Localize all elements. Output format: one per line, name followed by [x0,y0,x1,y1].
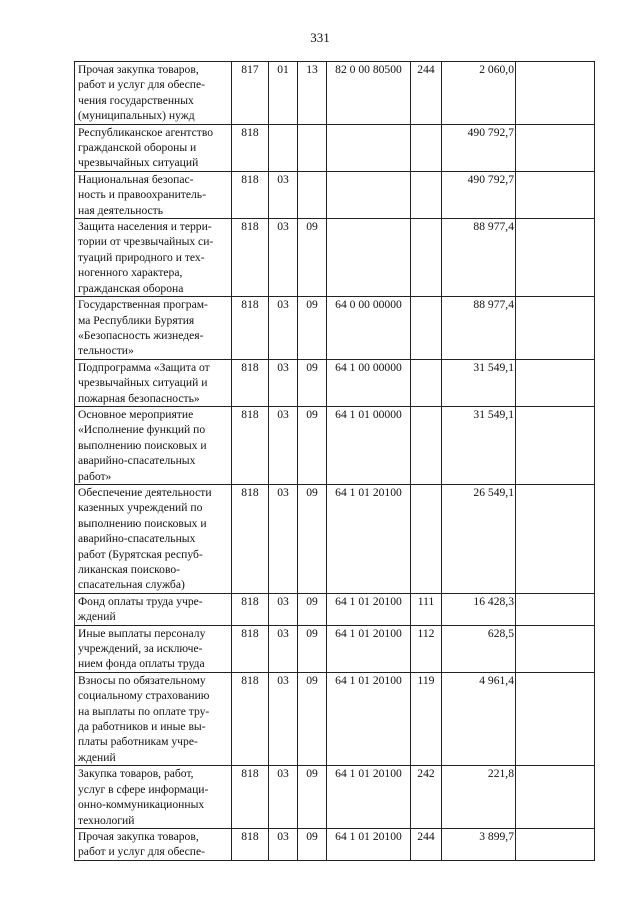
amount-cell: 16 428,3 [442,593,516,625]
item-name-cell [75,124,232,171]
item-name-line: выполнению поисковых и [78,438,207,452]
item-name-cell [75,359,232,406]
item-name-line: онно-коммуникационных [78,798,205,812]
section-code-cell: 03 [269,625,298,672]
item-name-line: платы работникам учре- [78,735,198,749]
expense-type-cell: 242 [411,766,442,829]
target-article-cell [327,219,411,297]
item-name-line: Закупка товаров, работ, [78,767,194,781]
item-name-line: Государственная програм- [78,298,208,312]
table-row [75,124,595,171]
expense-type-cell [411,219,442,297]
target-article-cell [327,124,411,171]
item-name-line: Республиканское агентство [78,125,214,139]
target-article-cell [327,171,411,218]
extra-cell [516,124,595,171]
expense-type-cell: 244 [411,62,442,125]
ministry-code-cell: 818 [232,359,269,406]
ministry-code-cell: 818 [232,672,269,765]
subsection-code-cell: 09 [298,219,327,297]
amount-cell: 88 977,4 [442,297,516,360]
amount-cell: 88 977,4 [442,219,516,297]
amount-cell: 31 549,1 [442,359,516,406]
ministry-code-cell: 818 [232,484,269,593]
item-name-line: аварийно-спасательных [78,532,196,546]
item-name-line: ждений [78,610,116,624]
item-name-cell [75,62,232,125]
item-name-line: пожарная безопасность» [78,391,200,405]
subsection-code-cell: 09 [298,766,327,829]
item-name-line: Защита населения и терри- [78,220,212,234]
subsection-code-cell: 09 [298,828,327,860]
extra-cell [516,828,595,860]
section-code-cell [269,124,298,171]
amount-cell: 628,5 [442,625,516,672]
item-name-line: Прочая закупка товаров, [78,829,199,843]
item-name-line: Обеспечение деятельности [78,485,212,499]
item-name-line: Национальная безопас- [78,172,194,186]
expense-type-cell [411,171,442,218]
expense-type-cell [411,484,442,593]
subsection-code-cell [298,124,327,171]
extra-cell [516,766,595,829]
table-body [75,62,595,861]
ministry-code-cell: 817 [232,62,269,125]
subsection-code-cell: 09 [298,593,327,625]
budget-table [74,61,595,861]
item-name-line: «Безопасность жизнедея- [78,328,204,342]
table-row [75,828,595,860]
expense-type-cell [411,297,442,360]
item-name-cell [75,828,232,860]
amount-cell: 26 549,1 [442,484,516,593]
section-code-cell: 01 [269,62,298,125]
subsection-code-cell: 09 [298,625,327,672]
target-article-cell: 64 1 01 20100 [327,625,411,672]
item-name-line: на выплаты по оплате тру- [78,704,210,718]
section-code-cell: 03 [269,219,298,297]
target-article-cell: 64 1 01 20100 [327,828,411,860]
section-code-cell: 03 [269,593,298,625]
target-article-cell: 64 1 00 00000 [327,359,411,406]
item-name-line: ногенного характера, [78,266,183,280]
item-name-line: ность и правоохранитель- [78,188,206,202]
extra-cell [516,593,595,625]
target-article-cell: 64 0 00 00000 [327,297,411,360]
target-article-cell: 64 1 01 20100 [327,484,411,593]
item-name-cell [75,406,232,484]
ministry-code-cell: 818 [232,124,269,171]
ministry-code-cell: 818 [232,171,269,218]
item-name-cell [75,593,232,625]
table-row [75,62,595,125]
item-name-line: социальному страхованию [78,689,210,703]
subsection-code-cell: 09 [298,406,327,484]
item-name-line: казенных учреждений по [78,501,203,515]
expense-type-cell: 111 [411,593,442,625]
subsection-code-cell: 09 [298,672,327,765]
section-code-cell: 03 [269,672,298,765]
item-name-line: тории от чрезвычайных си- [78,235,214,249]
item-name-line: гражданская оборона [78,281,184,295]
item-name-line: Фонд оплаты труда учре- [78,594,203,608]
amount-cell: 31 549,1 [442,406,516,484]
item-name-line: учреждений, за исключе- [78,642,203,656]
item-name-cell [75,672,232,765]
item-name-line: выполнению поисковых и [78,516,207,530]
extra-cell [516,672,595,765]
item-name-line: работ» [78,469,112,483]
extra-cell [516,359,595,406]
item-name-line: туаций природного и тех- [78,250,205,264]
item-name-line: чрезвычайных ситуаций и [78,376,208,390]
table-row [75,766,595,829]
item-name-line: Взносы по обязательному [78,673,206,687]
subsection-code-cell: 09 [298,359,327,406]
expense-type-cell [411,359,442,406]
target-article-cell: 64 1 01 20100 [327,593,411,625]
expense-type-cell [411,124,442,171]
item-name-line: нием фонда оплаты труда [78,657,205,671]
amount-cell: 221,8 [442,766,516,829]
section-code-cell: 03 [269,297,298,360]
ministry-code-cell: 818 [232,297,269,360]
item-name-cell [75,171,232,218]
item-name-line: ждений [78,750,116,764]
amount-cell: 3 899,7 [442,828,516,860]
item-name-cell [75,625,232,672]
expense-type-cell: 112 [411,625,442,672]
item-name-line: Основное мероприятие [78,407,194,421]
target-article-cell: 82 0 00 80500 [327,62,411,125]
item-name-line: Иные выплаты персоналу [78,626,206,640]
table-row [75,593,595,625]
section-code-cell: 03 [269,406,298,484]
expense-type-cell: 119 [411,672,442,765]
extra-cell [516,484,595,593]
table-row [75,297,595,360]
amount-cell: 490 792,7 [442,171,516,218]
extra-cell [516,625,595,672]
item-name-line: аварийно-спасательных [78,454,196,468]
page-number: 331 [310,30,330,45]
item-name-line: чрезвычайных ситуаций [78,156,199,170]
item-name-line: чения государственных [78,93,194,107]
target-article-cell: 64 1 01 20100 [327,672,411,765]
item-name-line: работ (Бурятская респуб- [78,547,203,561]
item-name-line: ликанская поисково- [78,563,181,576]
table-row [75,672,595,765]
extra-cell [516,171,595,218]
ministry-code-cell: 818 [232,593,269,625]
section-code-cell: 03 [269,828,298,860]
item-name-line: Подпрограмма «Защита от [78,360,210,374]
item-name-line: спасательная служба) [78,578,185,592]
subsection-code-cell [298,171,327,218]
extra-cell [516,219,595,297]
item-name-line: гражданской обороны и [78,141,197,155]
ministry-code-cell: 818 [232,406,269,484]
item-name-line: тельности» [78,344,134,358]
table-row [75,406,595,484]
ministry-code-cell: 818 [232,219,269,297]
section-code-cell: 03 [269,484,298,593]
section-code-cell: 03 [269,171,298,218]
item-name-line: технологий [78,813,135,827]
table-row [75,171,595,218]
table-row [75,625,595,672]
amount-cell: 4 961,4 [442,672,516,765]
ministry-code-cell: 818 [232,766,269,829]
subsection-code-cell: 09 [298,484,327,593]
item-name-line: Прочая закупка товаров, [78,63,199,76]
subsection-code-cell: 09 [298,297,327,360]
target-article-cell: 64 1 01 00000 [327,406,411,484]
section-code-cell: 03 [269,359,298,406]
amount-cell: 2 060,0 [442,62,516,125]
target-article-cell: 64 1 01 20100 [327,766,411,829]
item-name-cell [75,766,232,829]
item-name-line: «Исполнение функций по [78,423,206,437]
extra-cell [516,297,595,360]
ministry-code-cell: 818 [232,828,269,860]
table-row [75,219,595,297]
item-name-line: да работников и иные вы- [78,720,206,734]
extra-cell [516,406,595,484]
table-row [75,359,595,406]
item-name-cell [75,484,232,593]
item-name-cell [75,219,232,297]
item-name-line: ная деятельность [78,203,164,217]
item-name-line: (муниципальных) нужд [78,109,195,123]
amount-cell: 490 792,7 [442,124,516,171]
extra-cell [516,62,595,125]
item-name-line: работ и услуг для обеспе- [78,78,205,92]
item-name-line: работ и услуг для обеспе- [78,845,205,859]
item-name-line: услуг в сфере информаци- [78,782,209,796]
item-name-line: ма Республики Бурятия [78,313,195,327]
subsection-code-cell: 13 [298,62,327,125]
expense-type-cell: 244 [411,828,442,860]
expense-type-cell [411,406,442,484]
item-name-cell [75,297,232,360]
section-code-cell: 03 [269,766,298,829]
ministry-code-cell: 818 [232,625,269,672]
table-row [75,484,595,593]
